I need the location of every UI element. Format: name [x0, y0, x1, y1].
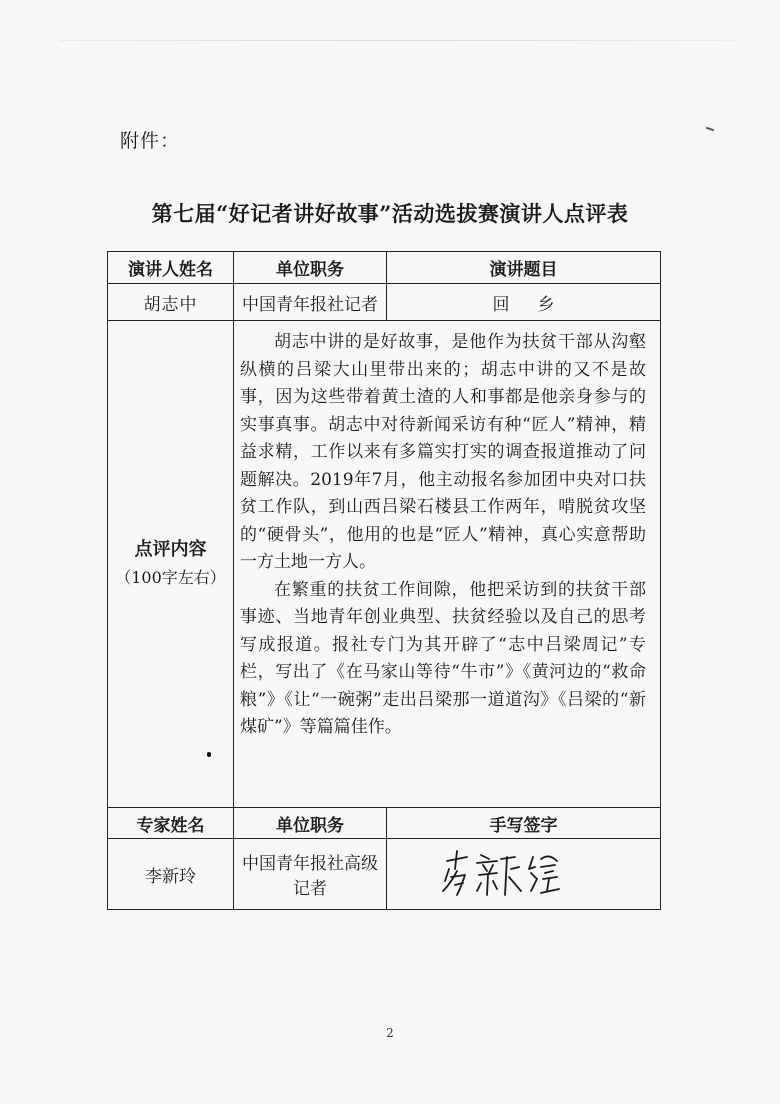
- expert-name-header: 专家姓名: [108, 808, 234, 839]
- comment-label-cell: [108, 321, 234, 808]
- unit-position-header: 单位职务: [234, 252, 387, 284]
- scan-artifact-line: [60, 40, 740, 41]
- speaker-name-header: 演讲人姓名: [108, 252, 234, 284]
- comment-paragraph-2: 在繁重的扶贫工作间隙，他把采访到的扶贫干部事迹、当地青年创业典型、扶贫经验以及自己的思考写成报道。报社专门为其开辟了“志中吕梁周记”专栏，写出了《在马家山等待“牛市”》《黄河边的“救命粮”》《让“一碗粥”走出吕梁那一道道沟》《吕梁的“新煤矿”》等篇篇佳作。: [240, 579, 646, 737]
- expert-unit-header: 单位职务: [234, 808, 387, 839]
- speaker-row: [108, 284, 661, 321]
- form-title: 第七届“好记者讲好故事”活动选拔赛演讲人点评表: [151, 201, 629, 226]
- signature-header: 手写签字: [387, 808, 661, 839]
- expert-row: [108, 839, 661, 910]
- speech-topic: 回乡: [387, 284, 661, 321]
- comment-label: 点评内容: [134, 539, 207, 560]
- speech-topic-header: 演讲题目: [387, 252, 661, 284]
- comment-label-note: （100字左右）: [115, 568, 226, 587]
- page-number: 2: [386, 1026, 394, 1040]
- scan-speck: [706, 127, 714, 132]
- attachment-label: 附件：: [120, 130, 181, 152]
- handwritten-signature: [437, 847, 577, 901]
- ink-dot: [207, 752, 211, 757]
- speaker-name: 胡志中: [108, 284, 234, 321]
- comment-content: [234, 321, 661, 808]
- speaker-unit: 中国青年报社记者: [234, 284, 387, 321]
- evaluation-table: [107, 251, 661, 910]
- expert-unit: 中国青年报社高级记者: [234, 839, 387, 910]
- expert-name: 李新玲: [108, 839, 234, 910]
- expert-header-row: [108, 808, 661, 839]
- comment-row: [108, 321, 661, 808]
- speaker-header-row: [108, 252, 661, 284]
- signature-cell: [387, 839, 661, 910]
- comment-paragraph-1: 胡志中讲的是好故事，是他作为扶贫干部从沟壑纵横的吕梁大山里带出来的；胡志中讲的又不是故事，因为这些带着黄土渣的人和事都是他亲身参与的实事真事。胡志中对待新闻采访有种“匠人”精神，精益求精，工作以来有多篇实打实的调查报道推动了问题解决。2019年7月，他主动报名参加团中央对口扶贫工作队，到山西吕梁石楼县工作两年，啃脱贫攻坚的“硬骨头”，他用的也是“匠人”精神，真心实意帮助一方土地一方人。: [240, 332, 646, 572]
